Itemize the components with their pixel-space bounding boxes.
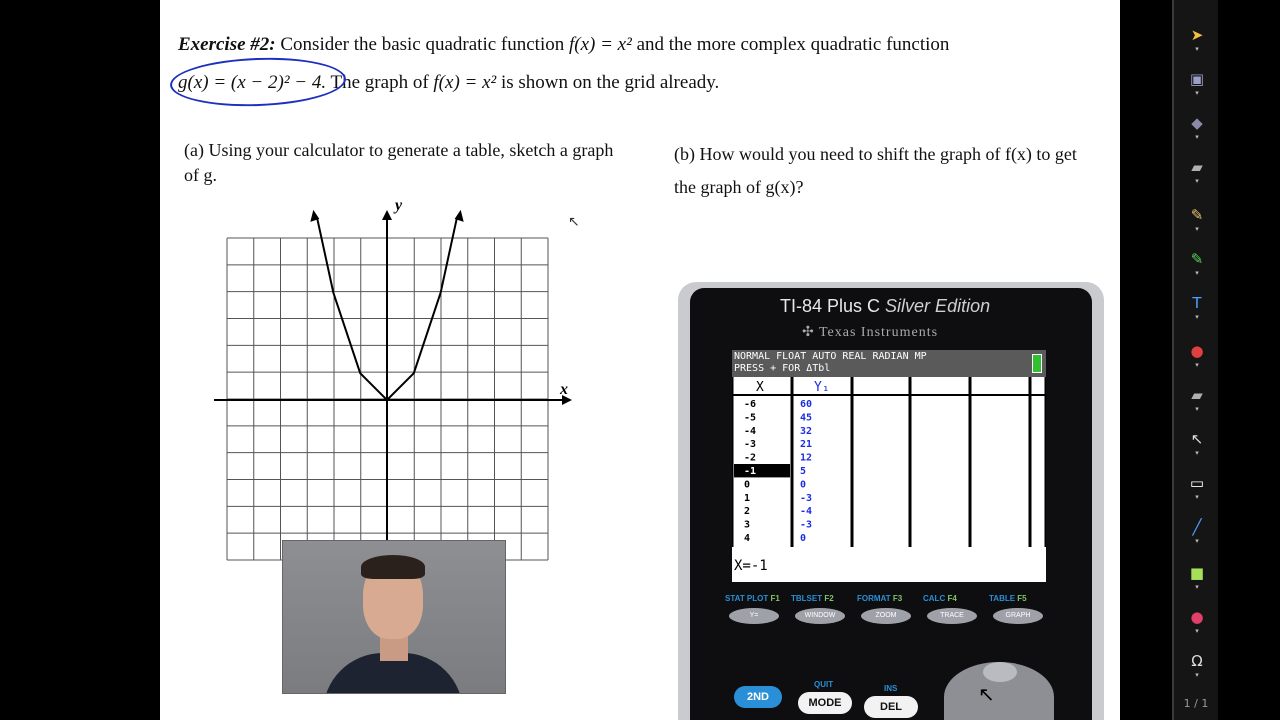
function-key-label (923, 594, 957, 603)
function-key-f-label: F3 (892, 594, 903, 603)
table-x-cell: 4 (744, 533, 751, 544)
line-icon[interactable]: ╱ (1192, 518, 1202, 536)
function-key-f-label: F2 (824, 594, 834, 603)
select-icon[interactable]: ➤ (1190, 26, 1204, 44)
table-x-cell: -6 (744, 399, 757, 410)
calculator-edition: Silver Edition (885, 296, 991, 316)
calculator-model (780, 296, 1020, 317)
table-header-x: X (756, 380, 764, 395)
tool-dropdown-caret-icon[interactable]: ▾ (1195, 537, 1199, 545)
table-y-cell: 21 (800, 439, 813, 451)
y-axis-arrow (382, 210, 392, 220)
del-key[interactable]: DEL (864, 696, 918, 718)
shapes-icon[interactable]: ● (1190, 342, 1204, 360)
x-axis-label: x (560, 381, 568, 398)
calculator-brand (802, 324, 1042, 341)
page-icon[interactable]: ◆ (1191, 114, 1203, 132)
table-x-cell: -3 (744, 439, 757, 451)
table-y-cell: -4 (800, 506, 813, 518)
calculator-screen (732, 350, 1046, 582)
function-key-label (989, 594, 1027, 603)
tool-dropdown-caret-icon[interactable]: ▾ (1195, 313, 1199, 321)
tool-dropdown-caret-icon[interactable]: ▾ (1195, 627, 1199, 635)
function-key-second-label: TABLE (989, 594, 1018, 603)
quit-label: QUIT (814, 680, 834, 689)
table-header-y: Y₁ (814, 380, 830, 395)
second-key[interactable]: 2ND (734, 686, 782, 708)
part-b (674, 138, 1094, 204)
eraser-icon[interactable]: ▰ (1191, 158, 1203, 176)
record-icon[interactable]: ● (1190, 608, 1204, 626)
function-key[interactable]: Y= (729, 608, 779, 624)
table-background (732, 377, 1046, 547)
tool-dropdown-caret-icon[interactable]: ▾ (1195, 45, 1199, 53)
annotation-toolbar (1172, 0, 1220, 720)
ins-label: INS (884, 684, 898, 693)
part-a-label: (a) (184, 140, 204, 160)
battery-icon (1032, 354, 1042, 373)
table-y-cell: 12 (800, 452, 813, 464)
function-key[interactable]: TRACE (927, 608, 977, 624)
tool-dropdown-caret-icon[interactable]: ▾ (1195, 269, 1199, 277)
part-b-text: How would you need to shift the graph of f(x) to get the graph of g(x)? (674, 144, 1077, 197)
function-key-label (791, 594, 834, 603)
function-key-f-label: F1 (770, 594, 780, 603)
table-x-cell: 3 (744, 519, 751, 531)
table-x-cell: -2 (744, 452, 757, 464)
function-key-f-label: F4 (947, 594, 957, 603)
table-y-cell: 32 (800, 425, 813, 437)
table-y-cell: 0 (800, 479, 807, 491)
table-y-cell: 0 (800, 533, 807, 544)
table-x-cell: 1 (744, 492, 751, 504)
function-key-f-label: F5 (1017, 594, 1027, 603)
function-key-second-label: FORMAT (857, 594, 893, 603)
table-y-cell: -3 (800, 492, 813, 504)
tool-dropdown-caret-icon[interactable]: ▾ (1195, 225, 1199, 233)
part-b-label: (b) (674, 144, 695, 164)
table-y-cell: 5 (800, 466, 807, 477)
tool-dropdown-caret-icon[interactable]: ▾ (1195, 671, 1199, 679)
function-key-label (857, 594, 902, 603)
f-definition: f(x) = x² (568, 34, 632, 55)
far-right-background (1218, 0, 1280, 720)
exercise-text-1: Consider the basic quadratic function (280, 34, 565, 55)
tool-dropdown-caret-icon[interactable]: ▾ (1195, 177, 1199, 185)
table-x-cell: -1 (744, 466, 757, 477)
status-line-1: NORMAL FLOAT AUTO REAL RADIAN MP (734, 351, 927, 362)
table-x-cell: 2 (744, 506, 751, 518)
function-key-second-label: CALC (923, 594, 948, 603)
calculator-status-bar (732, 350, 1046, 377)
exercise-text-2: and the more complex quadratic function (636, 34, 950, 55)
function-key-second-label: TBLSET (791, 594, 825, 603)
ti-logo-icon: ✣ (802, 325, 815, 340)
calculator-brand-text: Texas Instruments (818, 325, 939, 340)
function-key[interactable]: ZOOM (861, 608, 911, 624)
mouse-cursor-icon: ↖ (978, 682, 995, 706)
table-y-cell: 60 (800, 399, 813, 410)
presenter-hair (361, 555, 425, 579)
table-y-cell: -3 (800, 519, 813, 531)
table-x-cell: -5 (744, 412, 757, 424)
exercise-label: Exercise #2: (178, 34, 276, 55)
tool-dropdown-caret-icon[interactable]: ▾ (1195, 583, 1199, 591)
function-key-row (723, 594, 1063, 634)
arrow-up-key[interactable] (983, 662, 1017, 682)
tool-dropdown-caret-icon[interactable]: ▾ (1195, 493, 1199, 501)
f-definition-2: f(x) = x² (433, 72, 497, 93)
tool-dropdown-caret-icon[interactable]: ▾ (1195, 89, 1199, 97)
rectangle-icon[interactable]: ▭ (1189, 474, 1205, 492)
part-a (184, 138, 614, 188)
page-indicator: 1 / 1 (1183, 697, 1209, 710)
status-line-2: PRESS + FOR ΔTbl (734, 363, 831, 374)
y-axis-label: y (395, 197, 403, 214)
eraser-icon[interactable]: ▰ (1191, 386, 1203, 404)
function-key-label (725, 594, 780, 603)
pointer-icon[interactable]: ↖ (1190, 430, 1204, 448)
coordinate-grid (210, 190, 590, 570)
webcam-overlay (282, 540, 506, 694)
fill-icon[interactable]: ■ (1189, 564, 1205, 582)
part-a-text: Using your calculator to generate a table, sketch a graph of g. (184, 140, 614, 185)
table-y-cell: 45 (800, 412, 813, 424)
table-row-highlight (734, 464, 790, 477)
highlighter-icon[interactable]: ✎ (1190, 250, 1204, 268)
pen-icon[interactable]: ✎ (1190, 206, 1204, 224)
tool-dropdown-caret-icon[interactable]: ▾ (1195, 361, 1199, 369)
screen-capture-icon[interactable]: ▣ (1189, 70, 1205, 88)
calculator-table (732, 377, 1046, 547)
exercise-text-4: is shown on the grid already. (500, 72, 720, 93)
function-key-second-label: STAT PLOT (725, 594, 771, 603)
function-key[interactable]: GRAPH (993, 608, 1043, 624)
tool-dropdown-caret-icon[interactable]: ▾ (1195, 405, 1199, 413)
function-key[interactable]: WINDOW (795, 608, 845, 624)
exercise-text-3: The graph of (330, 72, 429, 93)
left-background (0, 0, 160, 720)
calculator-model-name: TI-84 Plus C (780, 296, 881, 316)
magnifier-icon[interactable]: Ω (1191, 652, 1203, 670)
table-x-cell: -4 (744, 425, 757, 437)
calculator-entry-line: X=-1 (734, 558, 768, 574)
tool-dropdown-caret-icon[interactable]: ▾ (1195, 449, 1199, 457)
tool-dropdown-caret-icon[interactable]: ▾ (1195, 133, 1199, 141)
table-x-cell: 0 (744, 479, 751, 491)
right-background (1120, 0, 1172, 720)
g-definition: g(x) = (x − 2)² − 4. (178, 72, 327, 93)
worksheet-page (160, 0, 1120, 720)
mouse-cursor-icon: ↖ (568, 214, 580, 230)
mode-key[interactable]: MODE (798, 692, 852, 714)
text-icon[interactable]: T (1192, 294, 1202, 312)
